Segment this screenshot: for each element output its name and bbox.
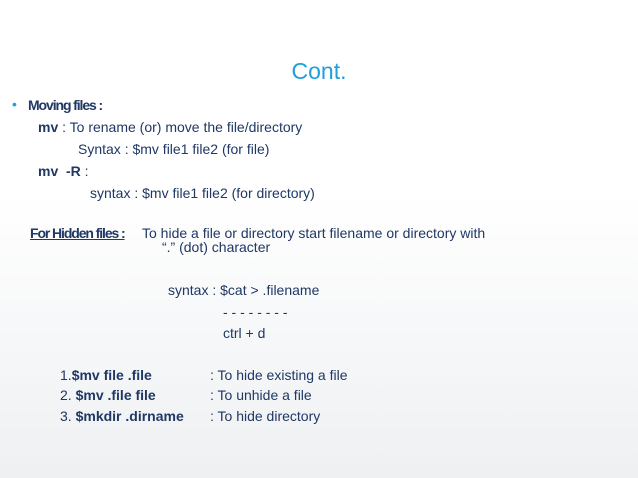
command-text: $mkdir .dirname xyxy=(75,408,184,424)
command-number: 3. xyxy=(60,408,76,424)
mv-line xyxy=(38,118,302,136)
hidden-files-description-line1: To hide a file or directory start filename or directory with xyxy=(142,225,486,241)
mv-r-command: mv xyxy=(38,163,59,179)
slide-title: Cont. xyxy=(291,58,347,84)
command-description-2: : To unhide a file xyxy=(210,387,312,403)
hidden-files-heading: For Hidden files : xyxy=(30,225,125,241)
command-item-2 xyxy=(60,386,156,404)
mv-r-colon: : xyxy=(80,163,89,179)
mv-syntax: Syntax : $mv file1 file2 (for file) xyxy=(78,141,270,157)
command-description-3: : To hide directory xyxy=(210,408,321,424)
mv-description: : To rename (or) move the file/directory xyxy=(58,119,303,135)
bullet-icon: • xyxy=(12,96,17,112)
mv-r-syntax: syntax : $mv file1 file2 (for directory) xyxy=(90,185,315,201)
mv-r-flag: -R xyxy=(66,163,81,179)
command-text: $mv .file file xyxy=(75,387,156,403)
hidden-dashes: - - - - - - - - xyxy=(223,304,288,320)
command-text: $mv file .file xyxy=(71,367,152,383)
moving-files-heading: Moving files : xyxy=(28,97,103,113)
mv-r-line xyxy=(38,162,89,180)
mv-command: mv xyxy=(38,119,59,135)
command-item-1 xyxy=(60,366,152,384)
command-description-1: : To hide existing a file xyxy=(210,367,348,383)
hidden-files-description-line2: “.” (dot) character xyxy=(162,239,271,255)
command-number: 2. xyxy=(60,387,76,403)
command-item-3 xyxy=(60,407,184,425)
hidden-syntax: syntax : $cat > .filename xyxy=(168,282,320,298)
command-number: 1. xyxy=(60,367,72,383)
hidden-ctrl-d: ctrl + d xyxy=(223,325,266,341)
